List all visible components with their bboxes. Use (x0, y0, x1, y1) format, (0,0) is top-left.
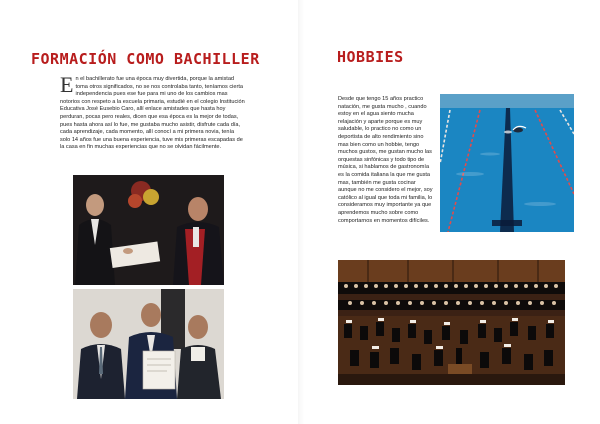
drop-cap: E (60, 72, 74, 97)
left-paragraph-text: n el bachillerato fue una época muy divertida, porque la amistad toma otros significados, no se nos controlaba tanto, teníamos cierta independencia pues ese fue para mi uno de los cambios mas notorios con respeto a la escuela primaria, estudié en el colegio Institución Educativa José Eusebio Caro, allí enlace amistades que hasta hoy perduran, pocas pero reales, dicen que esa época es la mejor de todas, pues hasta ahora así lo fue, me gustaba mucho asistir, disfrute cada día, cada aprendizaje, cada momento, allí conocí a mi primera novia, tenía solo 14 años fue una buena experiencia, tuve mis primeras escapadas de la casa en fin muchas experiencias que no se olvidan fácilmente. (60, 76, 245, 151)
right-page-heading: HOBBIES (337, 48, 404, 66)
graduation-family-photo (73, 289, 224, 399)
page-gutter (298, 0, 304, 424)
orchestra-photo (338, 260, 565, 385)
right-page-paragraph: Desde que tengo 15 años practico natación, me gusta mucho , cuando estoy en el agua siento mucha relajación y aparte porque es muy saludable, lo practico no como un deportista de alto rendimiento sino mas bien como un hobbie, tengo muchos gustos, me gustan mucho las orquestas sinfónicas y todo tipo de música, si hablamos de gastronomía es la comida italiana la que me gusta mas, también me gusta cocinar aunque no me considero el mejor, soy católico al igual que toda mi familia, lo consideramos muy importante ya que aprendemos mucho sobre como comportarnos en momentos difíciles. (338, 96, 433, 224)
left-page-paragraph (60, 72, 245, 152)
swimming-pool-photo (440, 94, 574, 232)
graduation-signing-photo (73, 175, 224, 285)
left-page-heading: FORMACIÓN COMO BACHILLER (31, 50, 260, 68)
